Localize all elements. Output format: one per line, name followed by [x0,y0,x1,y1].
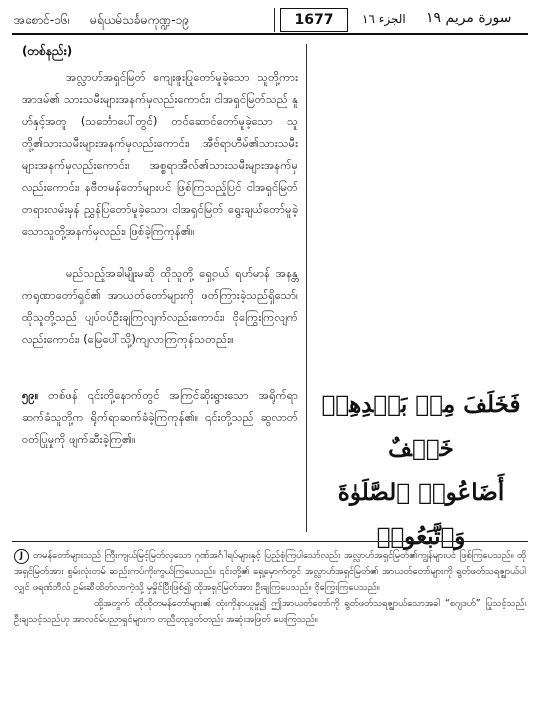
column-divider [306,44,307,532]
footnote-marker: J [14,549,29,564]
header-juz: الجزء ١٦ [362,12,406,26]
footnote-rule [12,541,528,542]
paragraph-2: မည်သည့်အခါမျိုးမဆို ထိုသူတို့ ရှေ့ဝယ် ရဟ်မာန် အနန္တကရုဏာတော်ရှင်၏ အာယတ်တော်များကို ဖတ်ကြားခဲ့သည်ရှိသော်၊ ထိုသူတို့သည် ပျပ်ဝပ်ဦးချကြလျက်လည်းကောင်း၊ ငိုကြွေးကြလျက်လည်းကောင်း၊ (မြေပေါ်သို့)ကျလာကြကုန်သတည်း။ [22,266,298,346]
verse-59-block [22,384,298,450]
arabic-line-1: فَخَلَفَ مِنۢ بَعۡدِهِمۡ خَلۡفٌ [321,391,521,462]
header-rule [12,33,528,35]
header-surah-ar: سورة مريم ١٩ [426,10,512,26]
header-divider [274,8,275,32]
arabic-verse [318,383,524,559]
translation-block-2 [22,262,298,350]
page-header [12,8,528,32]
footnote [14,548,526,628]
header-surah-mm: မရ်ယမ်သင်္ခမကုဏ္ဍ-၁၉ [90,13,190,27]
section-title: (တစ်နည်း) [22,44,73,58]
paragraph-1: အလ္လာဟ်အရှင်မြတ် ကျေးဇူးပြုတော်မူခဲ့သော သူတို့ကား အာဒမ်၏ သားသမီးများအနက်မှလည်းကောင်း၊ ငါအရှင်မြတ်သည် နူဟ်နှင့်အတူ (သင်္ဘောပေါ်တွင်) တင်ဆောင်တော်မူခဲ့သော သူတို့၏သားသမီးများအနက်မှလည်းကောင်း၊ အီဗ်ရာဟီမ်၏သားသမီးများအနက်မှလည်းကောင်း၊ အစ္စရာအီလ်၏သားသမီးများအနက်မှလည်းကောင်း၊ နဗီတမန်တော်များပင် ဖြစ်ကြသည့်ပြင် ငါအရှင်မြတ် တရားလမ်းမှန် ညွှန်ပြတော်မူခဲ့သော၊ ငါအရှင်မြတ် ရွေးချယ်တော်မူခဲ့သောသူတို့အနက်မှလည်း၊ ဖြစ်ခဲ့ကြကုန်၏။ [22,70,298,238]
footnote-text-1: တမန်တော်များသည် ကြီးကျယ်မြင့်မြတ်လှသော ဂုဏ်အင်္ဂါရပ်များနှင့် ပြည့်စုံကြပါသော်လည်း အလ္လာဟ်အရှင်မြတ်၏ကျွန်များပင် ဖြစ်ကြပေသည်။ ထိုအရှင်မြတ်အား စွမ်းလုံးတမ် ဆည်းကပ်ကိုးကွယ်ကြပေသည်။ ၎င်းတို့၏ ရှေ့မှောက်တွင် အလ္လာဟ်အရှင်မြတ်၏ အာယတ်တော်များကို ရွတ်ဖတ်သရဇ္ဈာယ်ပါလျှင် ဖရဏ်ဘီလ် ဥမ်းဆီထိတ်လာကဲ့သို့ မှမှိုင်ပြီးဖြစ်၍ ထိုအရှင်မြတ်အား ဦးချကြပေသည်။ ငိုကြွေးကြပေသည်။ [14,550,526,593]
translation-block-1 [22,66,298,242]
arabic-line-2: أَضَاعُوا۟ ٱلصَّلَوٰةَ وَٱتَّبَعُوا۟ [337,479,505,550]
verse-translation: တစ်ဖန် ၎င်းတို့နောက်တွင် အကြင်ဆိုးရွားသော အရိုက်ရာဆက်ခံသူတို့က ရိုက်ရာဆက်ခံခဲ့ကြကုန်၏။ ၎င်းတို့သည် ဆွလာတ်ဝတ်ပြုမှုကို ဖျက်ဆီးခဲ့ကြ၏။ [22,388,298,446]
footnote-text-2: ထို့အတွက် ထိုထိုတမန်တော်များ၏ ထုံးကိုနာယူမှု၍ ဤအာယတ်တော်ကို ရွတ်ဖတ်သရဇ္ဈာယ်သောအခါ “စဂျဒဟ်” ပြုသင့်သည်၊ ဦးချသင့်သည်ဟု အာလင်မ်ပညာရှင်များက တညီတညွတ်တည်း အဆုံးအဖြတ် ပေးကြသည်။ [14,598,526,625]
page-number: 1677 [280,8,348,32]
verse-number: ၅၉။ [22,388,39,402]
header-volume: အစောင်-၁၆၊ [14,13,70,27]
